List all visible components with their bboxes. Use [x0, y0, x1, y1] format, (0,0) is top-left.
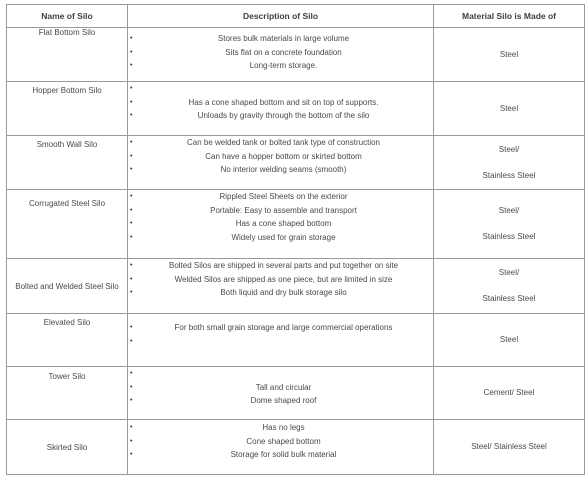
material-text: Steel/: [498, 206, 520, 215]
description-bullet: • Sits flat on a concrete foundation: [128, 46, 433, 60]
silo-description: [128, 28, 434, 82]
material-spacer: [434, 279, 584, 293]
silo-name: Elevated Silo: [7, 314, 128, 367]
silo-description: [128, 367, 434, 420]
silo-material: [434, 136, 585, 190]
silo-name: Corrugated Steel Silo: [7, 190, 128, 259]
description-bullet: • Tall and circular: [128, 381, 433, 395]
description-bullet: • Portable: Easy to assemble and transport: [128, 204, 433, 218]
description-bullet: • Dome shaped roof: [128, 394, 433, 408]
silo-description: [128, 190, 434, 259]
material-text: Cement/ Steel: [483, 388, 535, 397]
silo-material: [434, 82, 585, 136]
silo-description: [128, 314, 434, 367]
table-row: [7, 136, 585, 190]
description-bullet: • Bolted Silos are shipped in several parts and put together on site: [128, 259, 433, 273]
silo-description: [128, 136, 434, 190]
description-bullet: • Has a cone shaped bottom and sit on top of supports.: [128, 96, 433, 110]
table-row: [7, 314, 585, 367]
silo-material: [434, 259, 585, 314]
description-bullet: • Has a cone shaped bottom: [128, 217, 433, 231]
material-text: Steel/: [498, 144, 520, 154]
description-bullet: • Stores bulk materials in large volume: [128, 32, 433, 46]
table-row: [7, 28, 585, 82]
material-text: Stainless Steel: [482, 294, 536, 303]
silo-description: [128, 420, 434, 475]
description-bullet: [128, 82, 433, 96]
description-bullet: • Can have a hopper bottom or skirted bottom: [128, 150, 433, 164]
material-text: Steel: [499, 103, 519, 113]
silo-name: Bolted and Welded Steel Silo: [7, 259, 128, 314]
description-bullet: • For both small grain storage and large commercial operations: [128, 321, 433, 335]
description-bullet: [128, 335, 433, 349]
description-bullet: [128, 367, 433, 381]
header-name: Name of Silo: [7, 5, 128, 28]
table-row: [7, 259, 585, 314]
description-bullet: • Welded Silos are shipped as one piece, but are limited in size: [128, 273, 433, 287]
silo-name: Hopper Bottom Silo: [7, 82, 128, 136]
description-bullet: • Both liquid and dry bulk storage silo: [128, 286, 433, 300]
description-bullet: • Has no legs: [128, 421, 433, 435]
material-text: Steel/: [498, 268, 520, 277]
table-row: [7, 420, 585, 475]
silo-name: Flat Bottom Silo: [7, 28, 128, 82]
header-material: Material Silo is Made of: [434, 5, 585, 28]
silo-name: Smooth Wall Silo: [7, 136, 128, 190]
material-text: Steel: [499, 335, 519, 344]
description-bullet: • Cone shaped bottom: [128, 435, 433, 449]
description-bullet: • No interior welding seams (smooth): [128, 163, 433, 177]
description-bullet: • Widely used for grain storage: [128, 231, 433, 245]
silo-table: [6, 4, 585, 475]
silo-material: [434, 367, 585, 420]
silo-description: [128, 259, 434, 314]
silo-description: [128, 82, 434, 136]
description-bullet: • Unloads by gravity through the bottom of the silo: [128, 109, 433, 123]
table-row: [7, 190, 585, 259]
description-bullet: • Rippled Steel Sheets on the exterior: [128, 190, 433, 204]
material-spacer: [434, 156, 584, 170]
silo-material: [434, 420, 585, 475]
header-description: Description of Silo: [128, 5, 434, 28]
material-text: Steel/ Stainless Steel: [471, 442, 547, 451]
silo-name: Tower Silo: [7, 367, 128, 420]
table-row: [7, 82, 585, 136]
material-text: Steel: [499, 49, 519, 59]
material-text: Stainless Steel: [482, 232, 536, 241]
header-row: [7, 5, 585, 28]
silo-material: [434, 28, 585, 82]
silo-material: [434, 190, 585, 259]
silo-name: Skirted Silo: [7, 420, 128, 475]
description-bullet: • Can be welded tank or bolted tank type of construction: [128, 136, 433, 150]
material-text: Stainless Steel: [482, 170, 536, 180]
silo-material: [434, 314, 585, 367]
table-row: [7, 367, 585, 420]
material-spacer: [434, 217, 584, 231]
description-bullet: • Long-term storage.: [128, 59, 433, 73]
description-bullet: • Storage for solid bulk material: [128, 448, 433, 462]
